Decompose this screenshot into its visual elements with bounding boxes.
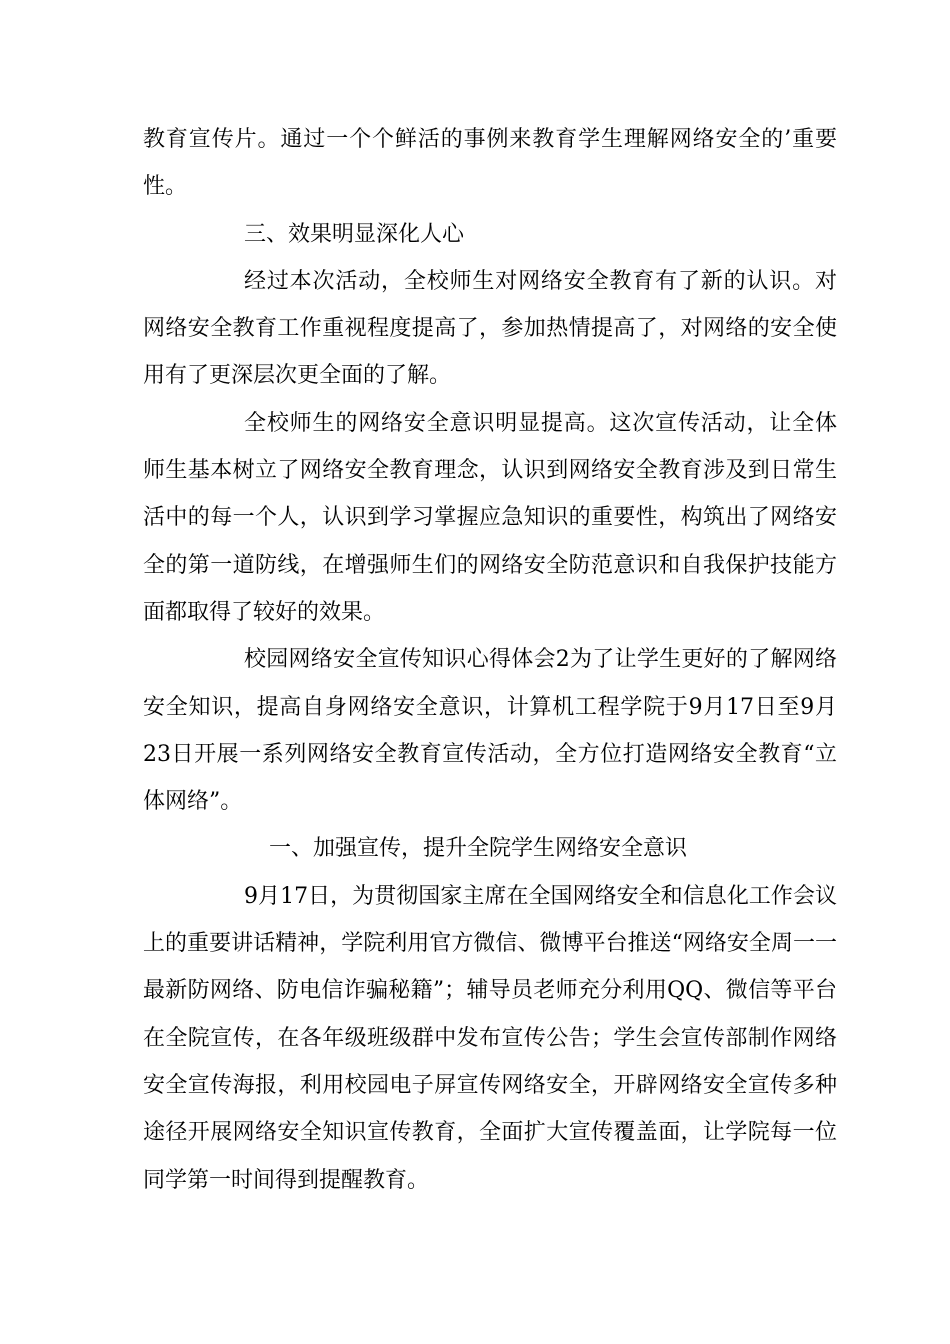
paragraph-experience-2: 校园网络安全宣传知识心得体会2为了让学生更好的了解网络安全知识，提高自身网络安全意识，计算机工程学院于9月17日至9月23日开展一系列网络安全教育宣传活动，全方位打造网络安全教育“立体网络”。 bbox=[143, 647, 837, 815]
paragraph-continuation: 教育宣传片。通过一个个鲜活的事例来教育学生理解网络安全的’重要性。 bbox=[143, 127, 837, 200]
paragraph-awareness: 全校师生的网络安全意识明显提高。这次宣传活动，让全体师生基本树立了网络安全教育理念，认识到网络安全教育涉及到日常生活中的每一个人，认识到学习掌握应急知识的重要性，构筑出了网络安全的第一道防线，在增强师生们的网络安全防范意识和自我保护技能方面都取得了较好的效果。 bbox=[143, 410, 837, 625]
paragraph-activity-result: 经过本次活动，全校师生对网络安全教育有了新的认识。对网络安全教育工作重视程度提高了，参加热情提高了，对网络的安全使用有了更深层次更全面的了解。 bbox=[143, 268, 837, 389]
section-heading-3: 三、效果明显深化人心 bbox=[244, 221, 465, 247]
document-body bbox=[143, 116, 837, 1204]
paragraph-publicity: 9月17日，为贯彻国家主席在全国网络安全和信息化工作会议上的重要讲话精神，学院利用官方微信、微博平台推送“网络安全周一一最新防网络、防电信诈骗秘籍”；辅导员老师充分利用QQ、微信等平台在全院宣传，在各年级班级群中发布宣传公告；学生会宣传部制作网络安全宣传海报，利用校园电子屏宣传网络安全，开辟网络安全宣传多种途径开展网络安全知识宣传教育，全面扩大宣传覆盖面，让学院每一位同学第一时间得到提醒教育。 bbox=[143, 883, 837, 1193]
section-heading-1: 一、加强宣传，提升全院学生网络安全意识 bbox=[269, 836, 688, 862]
